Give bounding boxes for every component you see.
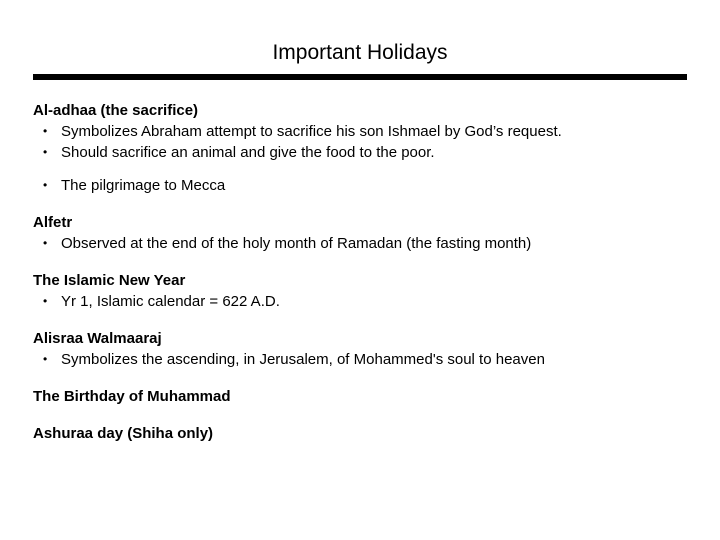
list-item-text: The pilgrimage to Mecca bbox=[61, 177, 226, 194]
list-item-text: Should sacrifice an animal and give the food to the poor. bbox=[61, 144, 435, 161]
list-item bbox=[33, 291, 693, 312]
slide-content bbox=[33, 100, 693, 454]
content-block-islamic-new-year bbox=[33, 270, 693, 312]
bullet-icon: • bbox=[43, 145, 48, 159]
list-item bbox=[33, 142, 693, 163]
list-item-text: Symbolizes the ascending, in Jerusalem, of Mohammed's soul to heaven bbox=[61, 351, 545, 368]
bullet-icon: • bbox=[43, 236, 48, 250]
bullet-icon: • bbox=[43, 294, 48, 308]
block-heading: The Islamic New Year bbox=[33, 272, 186, 289]
page-title: Important Holidays bbox=[272, 41, 448, 64]
content-block-alfetr bbox=[33, 212, 693, 254]
title-divider bbox=[33, 74, 687, 80]
content-block-alisraa-walmaaraj bbox=[33, 328, 693, 370]
block-heading: Alisraa Walmaaraj bbox=[33, 330, 162, 347]
list-item-text: Symbolizes Abraham attempt to sacrifice his son Ishmael by God’s request. bbox=[61, 123, 562, 140]
spacer bbox=[33, 163, 693, 175]
list-item bbox=[33, 175, 693, 196]
content-block-al-adhaa bbox=[33, 100, 693, 196]
block-heading: The Birthday of Muhammad bbox=[33, 388, 231, 405]
bullet-icon: • bbox=[43, 352, 48, 366]
list-item bbox=[33, 121, 693, 142]
block-heading: Alfetr bbox=[33, 214, 73, 231]
list-item bbox=[33, 233, 693, 254]
list-item bbox=[33, 349, 693, 370]
list-item-text: Yr 1, Islamic calendar = 622 A.D. bbox=[61, 293, 280, 310]
list-item-text: Observed at the end of the holy month of Ramadan (the fasting month) bbox=[61, 235, 532, 252]
bullet-icon: • bbox=[43, 124, 48, 138]
block-heading: Ashuraa day (Shiha only) bbox=[33, 425, 214, 442]
bullet-icon: • bbox=[43, 178, 48, 192]
block-heading: Al-adhaa (the sacrifice) bbox=[33, 102, 199, 119]
content-block-ashuraa-day bbox=[33, 423, 693, 444]
content-block-birthday-of-muhammad bbox=[33, 386, 693, 407]
